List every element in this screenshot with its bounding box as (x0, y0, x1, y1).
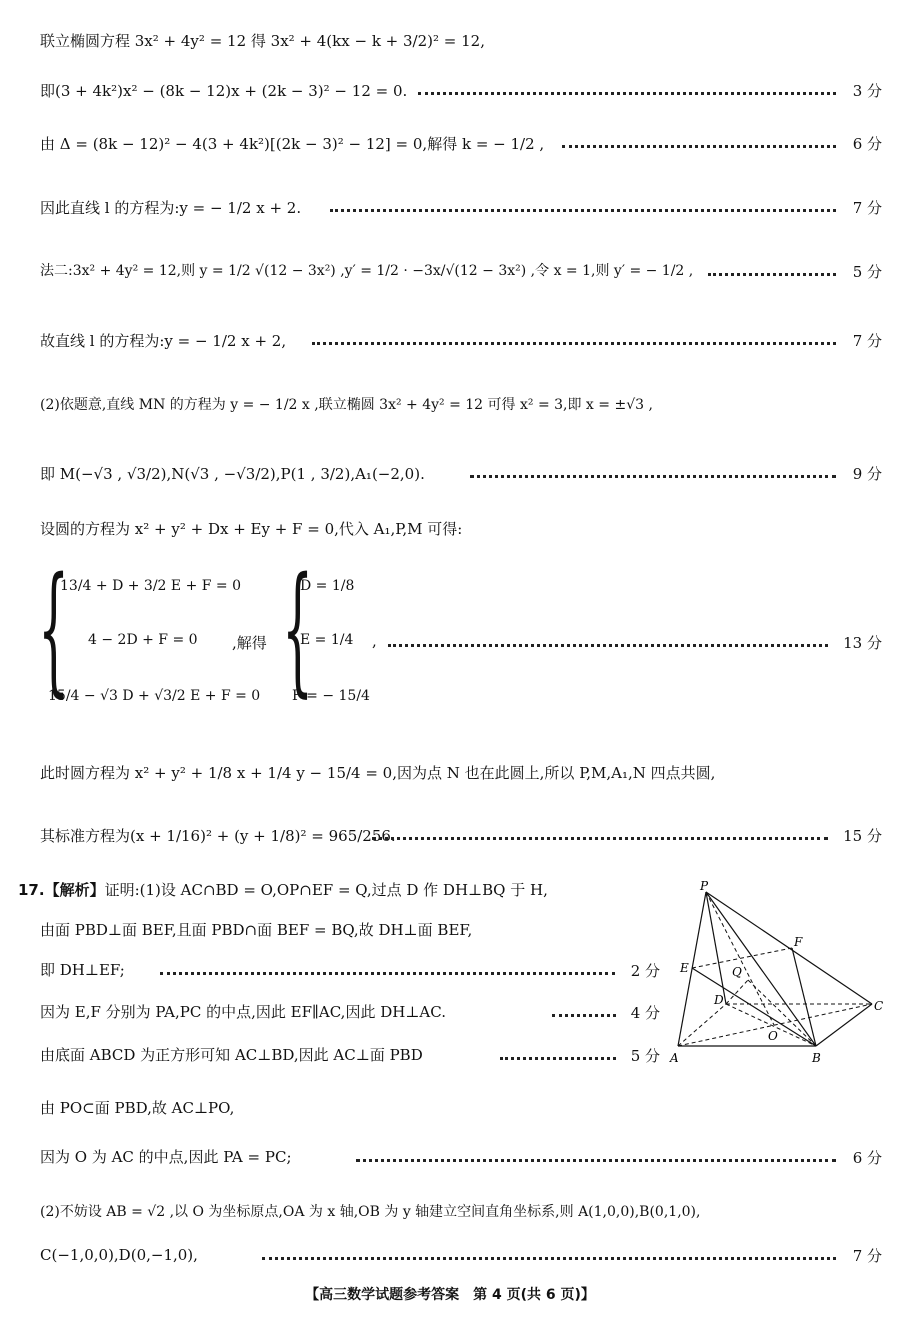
line-text: 因此直线 l 的方程为:y = − 1/2 x + 2. (40, 199, 302, 217)
solution-line-11 (40, 762, 882, 783)
system-left-row-2: 4 − 2D + F = 0 (88, 632, 198, 648)
system-right-row-2: E = 1/4 (300, 632, 354, 648)
line-text: C(−1,0,0),D(0,−1,0), (40, 1246, 198, 1264)
line-text: 设圆的方程为 x² + y² + Dx + Ey + F = 0,代入 A₁,P,M 可得: (40, 520, 463, 538)
system-right-row-3: F = − 15/4 (292, 688, 370, 704)
line-text: 证明:(1)设 AC∩BD = O,OP∩EF = Q,过点 D 作 DH⊥BQ 于 H, (104, 881, 548, 899)
leader-dots (372, 837, 828, 840)
system-tail: , (372, 632, 377, 650)
solution-line-5 (40, 261, 882, 281)
label-A: A (670, 1051, 679, 1065)
edge-FB (792, 948, 816, 1046)
left-brace: { (38, 548, 70, 711)
solution-line-1 (40, 30, 882, 51)
score-7b: 7 分 (852, 332, 882, 350)
solution-line-6 (40, 330, 882, 351)
solution-line-3 (40, 133, 882, 154)
solution-line-2 (40, 80, 882, 101)
pyramid-figure (668, 880, 890, 1070)
solution-line-4 (40, 197, 882, 218)
score-q5: 5 分 (630, 1047, 660, 1065)
label-O: O (768, 1029, 778, 1043)
leader-dots (312, 342, 836, 345)
score-6: 6 分 (852, 135, 882, 153)
label-P: P (700, 880, 709, 893)
line-text: (2)依题意,直线 MN 的方程为 y = − 1/2 x ,联立椭圆 3x² + 4y² = 12 可得 x² = 3,即 x = ±√3 , (40, 397, 653, 413)
label-B: B (812, 1051, 821, 1065)
score-15: 15 分 (843, 827, 882, 845)
line-text: 即 M(−√3 , √3/2),N(√3 , −√3/2),P(1 , 3/2),A₁(−2,0). (40, 465, 425, 483)
solution-line-8 (40, 463, 882, 484)
leader-dots (562, 145, 836, 148)
segment-EF (692, 948, 792, 968)
leader-dots (552, 1014, 616, 1017)
solution-line-7 (40, 395, 882, 415)
score-q4: 4 分 (630, 1004, 660, 1022)
problem-17-tag: 17.【解析】 (18, 881, 105, 899)
label-Q: Q (732, 965, 742, 979)
line-text: 故直线 l 的方程为:y = − 1/2 x + 2, (40, 332, 287, 350)
line-text: 由 Δ = (8k − 12)² − 4(3 + 4k²)[(2k − 3)² − 12] = 0,解得 k = − 1/2 , (40, 135, 545, 153)
line-text: (2)不妨设 AB = √2 ,以 O 为坐标原点,OA 为 x 轴,OB 为 y 轴建立空间直角坐标系,则 A(1,0,0),B(0,1,0), (40, 1204, 701, 1220)
leader-dots (418, 92, 836, 95)
edge-AD (678, 1004, 726, 1046)
score-q6: 6 分 (852, 1149, 882, 1167)
solution-line-12 (40, 825, 882, 846)
system-right-row-1: D = 1/8 (300, 578, 355, 594)
score-q7: 7 分 (852, 1247, 882, 1265)
leader-dots (500, 1057, 616, 1060)
problem-17-line-9 (40, 1245, 882, 1265)
leader-dots (160, 972, 615, 975)
problem-17-line-7 (40, 1147, 882, 1167)
line-text: 联立椭圆方程 3x² + 4y² = 12 得 3x² + 4(kx − k + 3/2)² = 12, (40, 32, 485, 50)
line-text: 由底面 ABCD 为正方形可知 AC⊥BD,因此 AC⊥面 PBD (40, 1046, 423, 1064)
line-text: 因为 E,F 分别为 PA,PC 的中点,因此 EF∥AC,因此 DH⊥AC. (40, 1003, 446, 1021)
line-text: 由面 PBD⊥面 BEF,且面 PBD∩面 BEF = BQ,故 DH⊥面 BEF, (40, 921, 473, 939)
edge-PD (706, 892, 726, 1004)
right-brace: { (282, 548, 314, 711)
score-q2: 2 分 (630, 962, 660, 980)
line-text: 法二:3x² + 4y² = 12,则 y = 1/2 √(12 − 3x²) ,y′ = 1/2 · −3x/√(12 − 3x²) ,令 x = 1,则 y′ = − 1/2 , (40, 263, 694, 279)
edge-PC (706, 892, 872, 1004)
score-13: 13 分 (843, 634, 882, 652)
leader-dots (708, 273, 836, 276)
line-text: 即 DH⊥EF; (40, 961, 125, 979)
label-D: D (714, 993, 724, 1007)
segment-QB (748, 980, 816, 1046)
leader-dots (262, 1257, 836, 1260)
line-text: 由 PO⊂面 PBD,故 AC⊥PO, (40, 1099, 235, 1117)
score-7: 7 分 (852, 199, 882, 217)
line-text: 即(3 + 4k²)x² − (8k − 12)x + (2k − 3)² − 12 = 0. (40, 82, 408, 100)
system-left-row-1: 13/4 + D + 3/2 E + F = 0 (60, 578, 242, 594)
score-9: 9 分 (852, 465, 882, 483)
leader-dots (388, 644, 828, 647)
solution-line-9 (40, 518, 882, 539)
line-text: 此时圆方程为 x² + y² + 1/8 x + 1/4 y − 15/4 = 0,因为点 N 也在此圆上,所以 P,M,A₁,N 四点共圆, (40, 764, 716, 782)
system-left-row-3: 15/4 − √3 D + √3/2 E + F = 0 (48, 688, 261, 704)
problem-17-line-8 (40, 1202, 882, 1222)
label-E: E (680, 961, 689, 975)
system-mid: ,解得 (232, 634, 267, 652)
line-text: 其标准方程为(x + 1/16)² + (y + 1/8)² = 965/256. (40, 827, 396, 845)
leader-dots (356, 1159, 836, 1162)
problem-17-line-6 (40, 1098, 882, 1118)
edge-PB (706, 892, 816, 1046)
score-3: 3 分 (852, 82, 882, 100)
score-5: 5 分 (852, 263, 882, 281)
label-F: F (794, 935, 803, 949)
page-footer: 【高三数学试题参考答案 第 4 页(共 6 页)】 (305, 1287, 595, 1303)
line-text: 因为 O 为 AC 的中点,因此 PA = PC; (40, 1148, 292, 1166)
leader-dots (330, 209, 836, 212)
leader-dots (470, 475, 836, 478)
edge-EB (692, 968, 816, 1046)
label-C: C (874, 999, 884, 1013)
